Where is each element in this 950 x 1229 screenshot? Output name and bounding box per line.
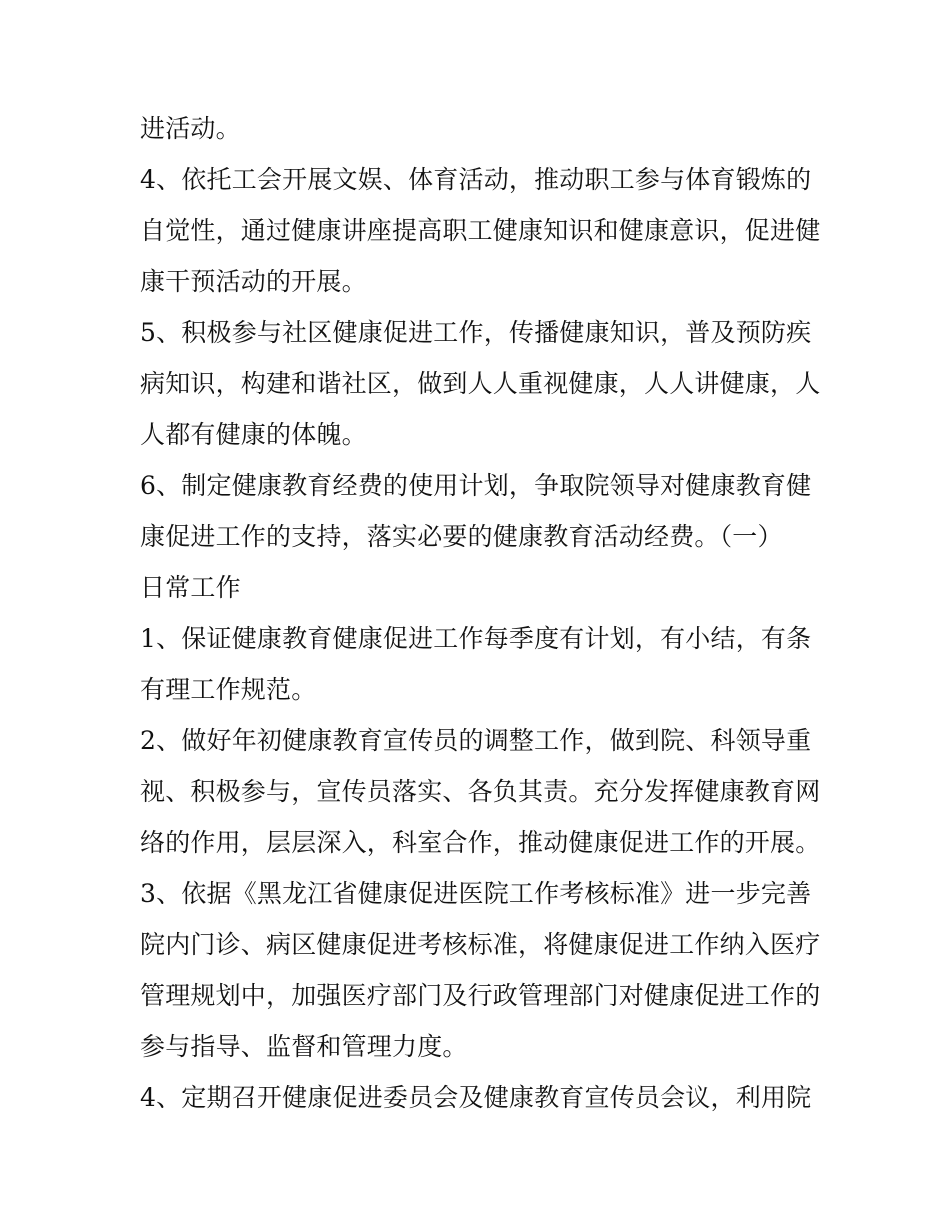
text-line: 2、做好年初健康教育宣传员的调整工作，做到院、科领导重 [140, 726, 812, 755]
text-line: 参与指导、监督和管理力度。 [140, 1032, 468, 1061]
text-line: 1、保证健康教育健康促进工作每季度有计划，有小结，有条 [140, 624, 812, 653]
text-line: 病知识，构建和谐社区，做到人人重视健康，人人讲健康，人 [140, 369, 821, 398]
text-line: 6、制定健康教育经费的使用计划，争取院领导对健康教育健 [140, 471, 812, 500]
text-line: 院内门诊、病区健康促进考核标准，将健康促进工作纳入医疗 [140, 930, 821, 959]
text-line: 5、积极参与社区健康促进工作，传播健康知识，普及预防疾 [140, 318, 812, 347]
text-line: 3、依据《黑龙江省健康促进医院工作考核标准》进一步完善 [140, 879, 812, 908]
text-line: 康促进工作的支持，落实必要的健康教育活动经费。（一） [140, 522, 783, 551]
text-line: 4、依托工会开展文娱、体育活动，推动职工参与体育锻炼的 [140, 165, 812, 194]
text-line: 络的作用，层层深入，科室合作，推动健康促进工作的开展。 [140, 828, 821, 857]
document-body [140, 103, 830, 1123]
text-line: 管理规划中，加强医疗部门及行政管理部门对健康促进工作的 [140, 981, 821, 1010]
text-line: 4、定期召开健康促进委员会及健康教育宣传员会议，利用院 [140, 1083, 812, 1112]
text-line: 进活动。 [140, 114, 241, 143]
text-line: 人都有健康的体魄。 [140, 420, 367, 449]
text-line: 日常工作 [140, 573, 241, 602]
text-line: 有理工作规范。 [140, 675, 317, 704]
text-line: 视、积极参与，宣传员落实、各负其责。充分发挥健康教育网 [140, 777, 821, 806]
text-line: 康干预活动的开展。 [140, 267, 367, 296]
text-line: 自觉性，通过健康讲座提高职工健康知识和健康意识，促进健 [140, 216, 821, 245]
